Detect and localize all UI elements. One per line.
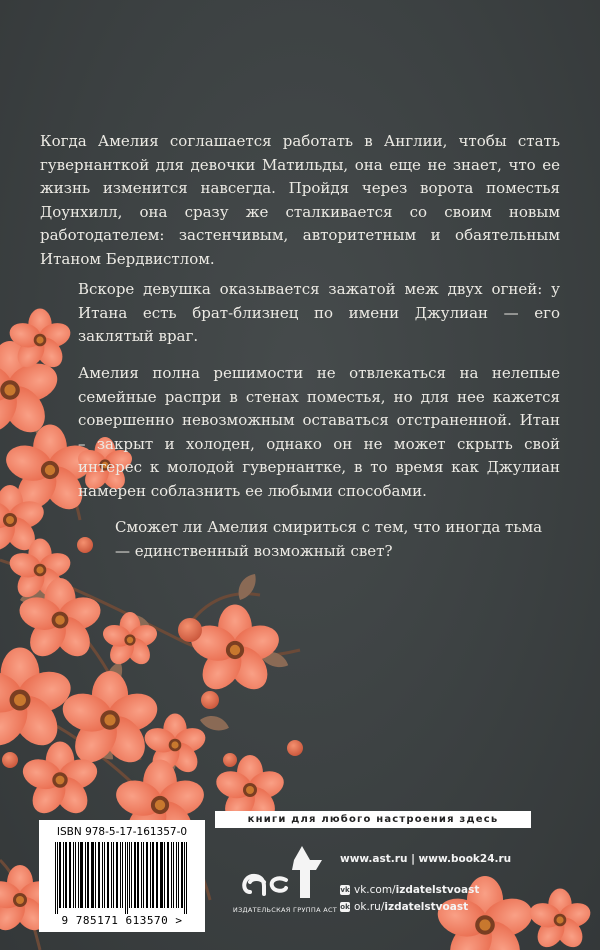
- tagline-banner: книги для любого настроения здесь: [215, 811, 531, 828]
- vk-link[interactable]: [340, 884, 479, 896]
- website-links[interactable]: www.ast.ru | www.book24.ru: [340, 853, 512, 865]
- publisher-name: ИЗДАТЕЛЬСКАЯ ГРУППА АСТ: [232, 906, 338, 914]
- vk-handle: izdatelstvoast: [395, 884, 480, 896]
- ok-link[interactable]: [340, 901, 468, 913]
- ast-logo: [238, 842, 332, 904]
- ok-icon: ok: [340, 903, 350, 911]
- description-paragraph-1: Когда Амелия соглашается работать в Англии, чтобы стать гувернанткой для девочки Матильды, она еще не знает, что ее жизнь изменится навсегда. Пройдя через ворота поместья Доунхилл, она сразу же сталкивается со своим новым работодателем: застенчивым, авторитетным и обаятельным Итаном Бердвистлом.: [40, 132, 560, 268]
- description-paragraph-4: Сможет ли Амелия смириться с тем, что иногда тьма — единственный возможный свет?: [115, 518, 543, 560]
- publisher-block: [230, 842, 340, 932]
- vk-prefix: vk.com/: [354, 884, 396, 896]
- description-paragraph-3: Амелия полна решимости не отвлекаться на нелепые семейные распри в стенах поместья, но для нее кажется совершенно невозможным оставаться отстраненной. Итан – закрыт и холоден, однако он не может скрыть свой интерес к молодой гувернантке, в то время как Джулиан намерен соблазнить ее любыми способами.: [78, 364, 560, 500]
- isbn-number: ISBN 978-5-17-161357-0: [56, 826, 188, 838]
- ok-handle: izdatelstvoast: [384, 901, 469, 913]
- description-paragraph-2: Вскоре девушка оказывается зажатой меж двух огней: у Итана есть брат-близнец по имени Джулиан — его заклятый враг.: [78, 280, 560, 345]
- barcode-bars: [53, 842, 191, 914]
- barcode-digits: 9 785171 613570 >: [61, 914, 183, 927]
- vk-icon: vk: [340, 886, 350, 894]
- ok-prefix: ok.ru/: [354, 901, 385, 913]
- isbn-barcode: [39, 820, 205, 932]
